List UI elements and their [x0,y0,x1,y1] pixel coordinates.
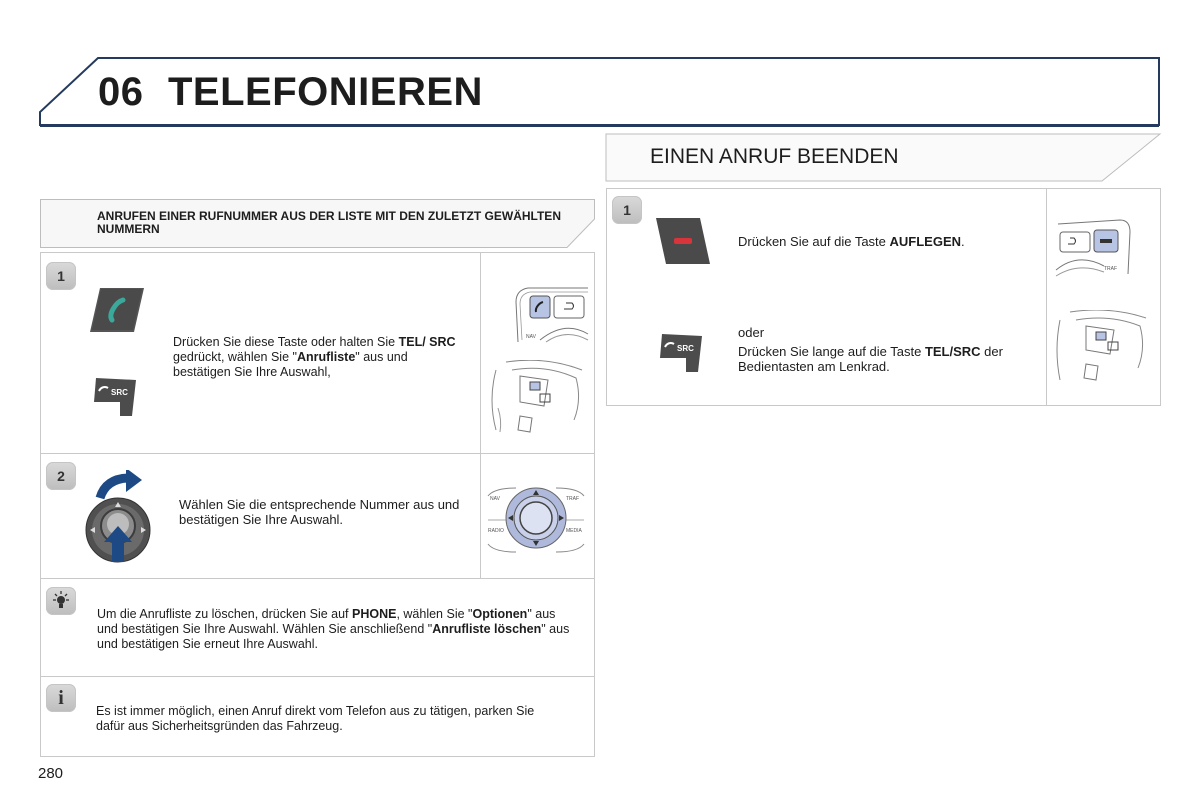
src-label: SRC [111,388,128,397]
divider [40,453,595,454]
hang-up-instruction: Drücken Sie auf die Taste AUFLEGEN. [738,234,965,249]
console-drawing-illustration [1054,214,1134,280]
nav-dial-drawing-illustration [486,482,586,560]
divider [480,252,481,578]
page-number: 280 [38,765,64,782]
step2-instruction: Wählen Sie die entsprechende Nummer aus und bestätigen Sie Ihre Auswahl. [179,497,460,527]
nav-label: NAV [490,496,500,502]
console-drawing-illustration [510,282,590,348]
step1-instruction: Drücken Sie diese Taste oder halten Sie TEL/ SRC gedrückt, wählen Sie "Anrufliste" aus und bestätigen Sie Ihre Auswahl, [173,335,456,379]
src-label: SRC [677,344,694,353]
rotary-dial-icon [82,470,154,570]
steering-wheel-drawing-illustration [486,360,586,448]
steering-wheel-drawing-illustration [1054,310,1150,390]
steering-src-button-icon [90,374,142,420]
radio-label: RADIO [488,528,504,534]
step-badge: 2 [46,462,76,490]
svg-text:NAV: NAV [526,334,536,340]
traf-label: TRAF [566,496,580,502]
lightbulb-icon [50,590,72,612]
step-badge: 1 [612,196,642,224]
chapter-number: 06 [98,70,144,114]
steering-src-button-icon [656,330,708,376]
right-section-title: EINEN ANRUF BEENDEN [650,145,899,168]
phone-call-button-icon [86,284,148,336]
step-badge: 1 [46,262,76,290]
divider [40,676,595,677]
or-label: oder [738,325,765,340]
media-label: MEDIA [566,528,582,534]
chapter-title: TELEFONIEREN [168,70,483,114]
left-section-title: ANRUFEN EINER RUFNUMMER AUS DER LISTE MIT DEN ZULETZT GEWÄHLTEN NUMMERN [97,209,561,236]
tip-text: Um die Anrufliste zu löschen, drücken Sie auf PHONE, wählen Sie "Optionen" aus und bestätigen Sie Ihre Auswahl. Wählen Sie anschließend "Anrufliste löschen" aus und bestätigen Sie erneut Ihre Auswahl. [97,607,570,651]
info-text: Es ist immer möglich, einen Anruf direkt vom Telefon aus zu tätigen, parken Sie dafür aus Sicherheitsgründen das Fahrzeug. [96,704,535,733]
divider [40,578,595,579]
divider [1046,188,1047,406]
traf-label: TRAF [1104,266,1118,272]
hang-up-button-icon [652,214,714,268]
info-icon: i [46,684,76,712]
long-press-instruction: Drücken Sie lange auf die Taste TEL/SRC der Bedientasten am Lenkrad. [738,344,1003,374]
